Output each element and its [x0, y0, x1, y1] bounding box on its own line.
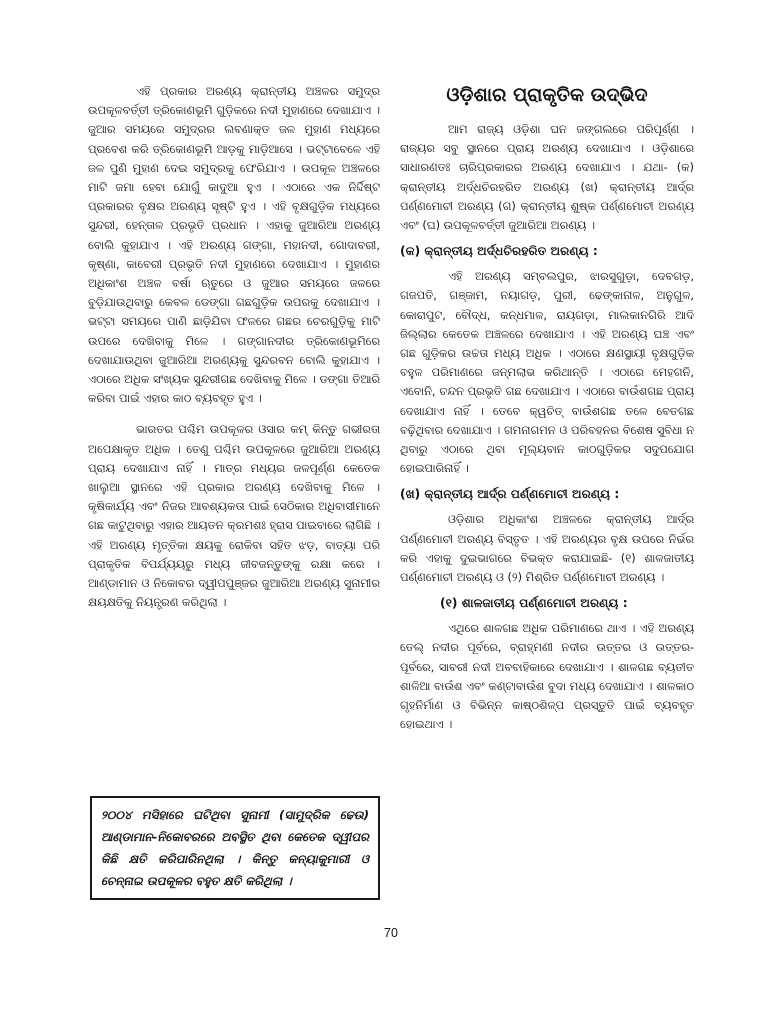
- tsunami-note-text: ୨୦୦୪ ମସିହାରେ ଘଟିଥିବା ସୁନାମୀ (ସାମୁଦ୍ରିକ ଢେଉ) ଆଣ୍ଡାମାନ-ନିକୋବରରେ ଅବସ୍ଥିତ ଥିବା କେତେକ ଦ୍ୱୀପର କିଛି କ୍ଷତି କରିପାରିନଥିଲା । କିନ୍ତୁ କନ୍ୟାକୁମାରୀ ଓ ଚେନ୍ନାଇ ଉପକୂଳର ବହୁତ କ୍ଷତି କରିଥିଲା ।: [101, 808, 369, 888]
- tsunami-note-box: [90, 796, 380, 900]
- right-column: [400, 82, 694, 734]
- west-coast-paragraph: ଭାରତର ପଶ୍ଚିମ ଉପକୂଳର ଓସାର କମ୍ କିନ୍ତୁ ଗଭୀରତା ଅପେକ୍ଷାକୃତ ଅଧିକ । ତେଣୁ ପଶ୍ଚିମ ଉପକୂଳରେ ଜୁଆରିଆ ଅରଣ୍ୟ ପ୍ରାୟ ଦେଖାଯାଏ ନାହିଁ । ମାତ୍ର ମଧ୍ୟର ଜଳପୂର୍ଣ୍ଣ କେତେକ ଖାଲୁଆ ସ୍ଥାନରେ ଏହି ପ୍ରକାର ଅରଣ୍ୟ ଦେଖିବାକୁ ମିଳେ । କୃଷିକାର୍ଯ୍ୟ ଏବଂ ନିଜର ଆବଶ୍ୟକତା ପାଇଁ ସେଠିକାର ଅଧିବାସୀମାନେ ଗଛ କାଟୁଥିବାରୁ ଏହାର ଆୟତନ କ୍ରମଶଃ ହ୍ରାସ ପାଇବାରେ ଲାଗିଛି । ଏହି ଅରଣ୍ୟ ମୃତ୍ତିକା କ୍ଷୟକୁ ରୋକିବା ସହିତ ଝଡ଼, ବାତ୍ୟା ପରି ପ୍ରାକୃତିକ ବିପର୍ଯ୍ୟୟରୁ ମଧ୍ୟ ଜୀବଜନ୍ତୁଙ୍କୁ ରକ୍ଷା କରେ । ଆଣ୍ଡାମାନ ଓ ନିକୋବର ଦ୍ୱୀପପୁଞ୍ଜର ଜୁଆରିଆ ଅରଣ୍ୟ ସୁନାମୀର କ୍ଷୟକ୍ଷତିକୁ ନିୟନ୍ତ୍ରଣ କରିଥିଲା ।: [88, 422, 380, 610]
- sal-forest-paragraph: ଏଥିରେ ଶାଳଗଛ ଅଧିକ ପରିମାଣରେ ଥାଏ । ଏହି ଅରଣ୍ୟ ତେଲ୍ ନଦୀର ପୂର୍ବରେ, ବ୍ରାହ୍ମଣୀ ନଦୀର ଉତ୍ତର ଓ ଉତ୍ତର-ପୂର୍ବରେ, ସାବରୀ ନଦୀ ଅବବାହିକାରେ ଦେଖାଯାଏ । ଶାଳଗଛ ବ୍ୟତୀତ ଶାଳିଆ ବାଉଁଶ ଏବଂ କଣ୍ଟାବାଉଁଶ ବୁଦା ମଧ୍ୟ ଦେଖାଯାଏ । ଶାଳକାଠ ଗୃହନିର୍ମାଣ ଓ ବିଭିନ୍ନ କାଷ୍ଠଶିଳ୍ପ ପ୍ରସ୍ତୁତି ପାଇଁ ବ୍ୟବହୃତ ହୋଇଥାଏ ।: [400, 621, 694, 732]
- mangrove-paragraph: ଏହି ପ୍ରକାର ଅରଣ୍ୟ କ୍ରାନ୍ତୀୟ ଅଞ୍ଚଳର ସମୁଦ୍ର ଉପକୂଳବର୍ତ୍ତୀ ତ୍ରିକୋଣଭୂମି ଗୁଡ଼ିକରେ ନଦୀ ମୁହାଣରେ ଦେଖାଯାଏ । ଜୁଆର ସମୟରେ ସମୁଦ୍ରର ଲବଣାକ୍ତ ଜଳ ମୁହାଣ ମଧ୍ୟରେ ପ୍ରବେଶ କରି ତ୍ରିକୋଣଭୂମି ଆଡ଼କୁ ମାଡ଼ିଆସେ । ଭଟ୍ଟାବେଳେ ଏହି ଜଳ ପୁଣି ମୁହାଣ ଦେଇ ସମୁଦ୍ରକୁ ଫେରିଯାଏ । ଉପକୂଳ ଅଞ୍ଚଳରେ ମାଟି ଜମା ହେବା ଯୋଗୁଁ କାଦୁଆ ହୁଏ । ଏଠାରେ ଏକ ନିର୍ଦ୍ଦିଷ୍ଟ ପ୍ରକାରର ବୃକ୍ଷର ଅରଣ୍ୟ ସୃଷ୍ଟି ହୁଏ । ଏହି ବୃକ୍ଷଗୁଡ଼ିକ ମଧ୍ୟରେ ସୁନ୍ଦରୀ, ହେନ୍ତାଳ ପ୍ରଭୃତି ପ୍ରଧାନ । ଏହାକୁ ଜୁଆରିଆ ଅରଣ୍ୟ ବୋଲି କୁହାଯାଏ । ଏହି ଅରଣ୍ୟ ଗଙ୍ଗା, ମହାନଦୀ, ଗୋଦାବରୀ, କୃଷ୍ଣା, କାବେରୀ ପ୍ରଭୃତି ନଦୀ ମୁହାଣରେ ଦେଖାଯାଏ । ମୁହାଣର ଅଧିକାଂଶ ଅଞ୍ଚଳ ବର୍ଷା ଋତୁରେ ଓ ଜୁଆର ସମୟରେ ଜଳରେ ବୁଡ଼ିଯାଉଥିବାରୁ କେବଳ ଡେଙ୍ଗା ଗଛଗୁଡ଼ିକ ଉପରକୁ ଦେଖାଯାଏ । ଭଟ୍ଟା ସମୟରେ ପାଣି ଛାଡ଼ିଯିବା ଫଳରେ ଗଛର ଚେରଗୁଡ଼ିକୁ ମାଟି ଉପରେ ଦେଖିବାକୁ ମିଳେ । ଗଙ୍ଗାନଦୀର ତ୍ରିକୋଣଭୂମିରେ ଦେଖାଯାଉଥିବା ଜୁଆରିଆ ଅରଣ୍ୟକୁ ସୁନ୍ଦରବନ ବୋଲି କୁହାଯାଏ । ଏଠାରେ ଅଧିକ ସଂଖ୍ୟକ ସୁନ୍ଦରୀଗଛ ଦେଖିବାକୁ ମିଳେ । ଡଙ୍ଗା ତିଆରି କରିବା ପାଇଁ ଏହାର କାଠ ବ୍ୟବହୃତ ହୁଏ ।: [88, 84, 380, 406]
- semi-evergreen-paragraph: ଏହି ଅରଣ୍ୟ ସମ୍ବଲପୁର, ଝାରସୁଗୁଡ଼ା, ଦେବଗଡ଼, ଗଜପତି, ଗଞ୍ଜାମ, ନୟାଗଡ଼, ପୁରୀ, ଢେଙ୍କାନାଳ, ଅନୁଗୁଳ, କୋରାପୁଟ, ବୌଦ୍ଧ, କନ୍ଧମାଳ, ରାୟଗଡ଼ା, ମାଲକାନଗିରି ଆଦି ଜିଲ୍ଲାର କେତେକ ଅଞ୍ଚଳରେ ଦେଖାଯାଏ । ଏହି ଅରଣ୍ୟ ଘଞ୍ଚ ଏବଂ ଗଛ ଗୁଡ଼ିକର ଉଚ୍ଚତା ମଧ୍ୟ ଅଧିକ । ଏଠାରେ କ୍ଷଣସ୍ଥାୟୀ ବୃକ୍ଷଗୁଡ଼ିକ ବହୁଳ ପରିମାଣରେ ଜନ୍ମଲାଭ କରିଥାନ୍ତି । ଏଠାରେ ମେହଗନି, ଏବୋନି, ଚନ୍ଦନ ପ୍ରଭୃତି ଗଛ ଦେଖାଯାଏ । ଏଠାରେ ବାଉଁଶଗଛ ପ୍ରାୟ ଦେଖାଯାଏ ନାହିଁ । ତେବେ କ୍ୱଚିତ୍ ବାଉଁଶଗଛ ତଳେ ବେତଗଛ ବଢ଼ିଥିବାର ଦେଖାଯାଏ । ଗମନାଗମନ ଓ ପରିବହନର ବିଶେଷ ସୁବିଧା ନ ଥିବାରୁ ଏଠାରେ ଥିବା ମୂଲ୍ୟବାନ କାଠଗୁଡ଼ିକର ସଦୁପଯୋଗ ହୋଇପାରିନାହିଁ ।: [400, 269, 694, 476]
- left-column: [88, 82, 380, 612]
- heading-ka: (କ) କ୍ରାନ୍ତୀୟ ଅର୍ଦ୍ଧଚିରହରିତ ଅରଣ୍ୟ :: [400, 244, 598, 259]
- chapter-title: ଓଡ଼ିଶାର ପ୍ରାକୃତିକ ଉଦ୍ଭିଦ: [446, 84, 648, 106]
- moist-deciduous-paragraph: ଓଡ଼ିଶାର ଅଧିକାଂଶ ଅଞ୍ଚଳରେ କ୍ରାନ୍ତୀୟ ଆର୍ଦ୍ର ପର୍ଣ୍ଣମୋଚୀ ଅରଣ୍ୟ ବିସ୍ତୃତ । ଏହି ଅରଣ୍ୟର ବୃକ୍ଷ ଉପରେ ନିର୍ଭର କରି ଏହାକୁ ଦୁଇଭାଗରେ ବିଭକ୍ତ କରାଯାଇଛି- (୧) ଶାଳଜାତୀୟ ପର୍ଣ୍ଣମୋଚୀ ଅରଣ୍ୟ ଓ (୨) ମିଶ୍ରିତ ପର୍ଣ୍ଣମୋଚୀ ଅରଣ୍ୟ ।: [400, 512, 694, 585]
- page-number: 70: [384, 926, 398, 940]
- heading-kha: (ଖ) କ୍ରାନ୍ତୀୟ ଆର୍ଦ୍ର ପର୍ଣ୍ଣମୋଚୀ ଅରଣ୍ୟ :: [400, 487, 620, 502]
- intro-paragraph: ଆମ ରାଜ୍ୟ ଓଡ଼ିଶା ଘନ ଜଙ୍ଗଲରେ ପରିପୂର୍ଣ୍ଣ । ରାଜ୍ୟର ସବୁ ସ୍ଥାନରେ ପ୍ରାୟ ଅରଣ୍ୟ ଦେଖାଯାଏ । ଓଡ଼ିଶାରେ ସାଧାରଣତଃ ଚାରିପ୍ରକାରର ଅରଣ୍ୟ ଦେଖାଯାଏ । ଯଥା- (କ) କ୍ରାନ୍ତୀୟ ଅର୍ଦ୍ଧଚିରହରିତ ଅରଣ୍ୟ (ଖ) କ୍ରାନ୍ତୀୟ ଆର୍ଦ୍ର ପର୍ଣ୍ଣମୋଚୀ ଅରଣ୍ୟ (ଗ) କ୍ରାନ୍ତୀୟ ଶୁଷ୍କ ପର୍ଣ୍ଣମୋଚୀ ଅରଣ୍ୟ ଏବଂ (ଘ) ଉପକୂଳବର୍ତ୍ତୀ ଜୁଆରିଆ ଅରଣ୍ୟ ।: [400, 122, 694, 233]
- heading-sal: (୧) ଶାଳଜାତୀୟ ପର୍ଣ୍ଣମୋଚୀ ଅରଣ୍ୟ :: [440, 596, 628, 611]
